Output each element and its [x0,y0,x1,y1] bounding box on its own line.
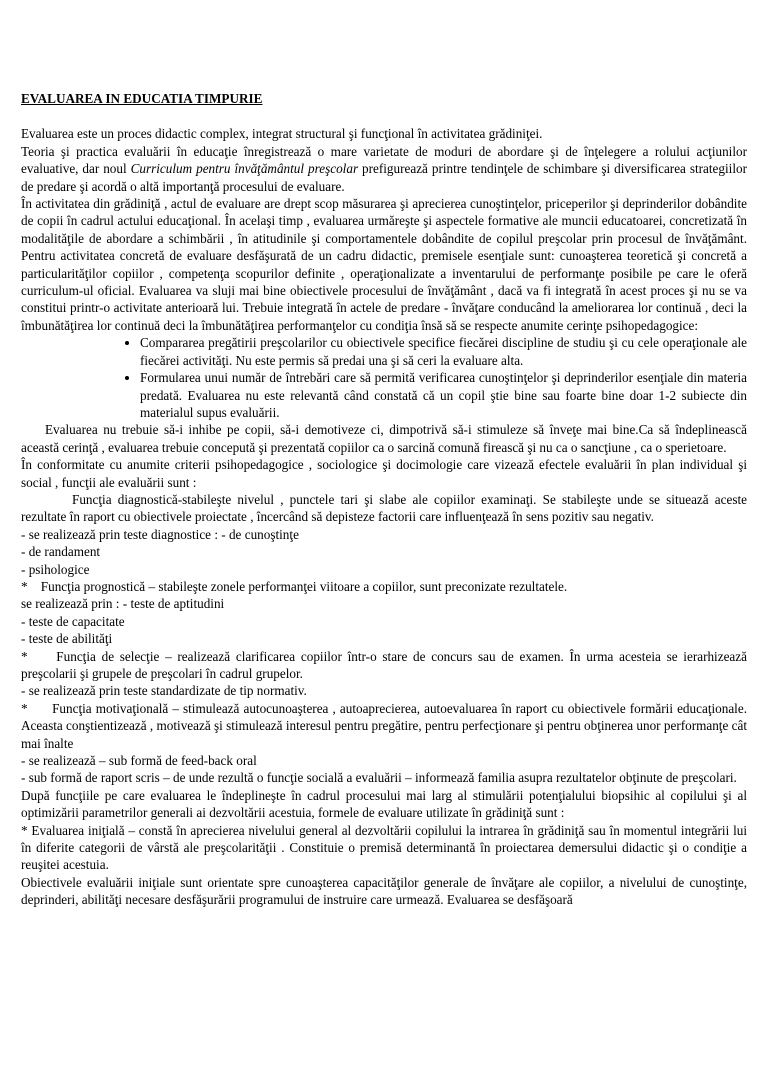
paragraph-activity: În activitatea din grădiniţă , actul de evaluare are drept scop măsurarea şi aprecierea cunoştinţelor, priceperilor şi deprinderilor dobândite de copii în cadrul actului educaţional. În acelaşi timp , evaluarea urmăreşte şi aspectele formative ale muncii educatoarei, concretizată în modalităţile de abordare a schimbării , în atitudinile şi comportamentele dobândite de copilul preşcolar prin procesul de învăţământ. Pentru activitatea concretă de evaluare desfăşurată de un cadru didactic, premisele esenţiale sunt: cunoaşterea teoretică şi concretă a particularităţilor copiilor , competenţa scopurilor definite , operaţionalizate a inventarului de performanţe posibile pe care le oferă curriculum-ul oficial. Evaluarea va sluji mai bine obiectivele procesului de învăţământ , dacă va fi integrată în acest proces şi nu se va constitui printr-o activitate anterioară lui. Trebuie integrată în actele de predare - învăţare conducând la ameliorarea lor continuă , deci la îmbunătăţirea lor continuă deci la îmbunătăţirea performanţelor cu condiţia însă să se respecte anumite cerinţe psihopedagogice: [21,196,747,333]
paragraph-forme-evaluare: După funcţiile pe care evaluarea le îndeplineşte în cadrul procesului mai larg al stimulării potenţialului biopsihic al copilului şi al optimizării parametrilor generali ai dezvoltării acestuia, formele de evaluare utilizate în grădiniţă sunt : [21,787,747,821]
paragraph-functia-diagnostica: Funcţia diagnostică-stabileşte nivelul , punctele tari şi slabe ale copiilor examinaţi. Se stabileşte unde se situează aceste rezultate în raport cu obiectivele proiectate , încercând să depisteze factorii care influenţează în sens pozitiv sau negativ. [21,491,747,525]
list-item: • Compararea pregătirii preşcolarilor cu obiectivele specifice fiecărei discipline de studiu şi cu cele operaţionale ale fiecărei activităţi. Nu este permis să predai una şi să ceri la evaluare alta. [140,334,747,369]
line-teste-standardizate: - se realizează prin teste standardizate de tip normativ. [21,683,307,699]
line-feedback-oral: - se realizează – sub formă de feed-back oral [21,753,257,769]
line-teste-aptitudini: se realizează prin : - teste de aptitudini [21,596,225,612]
line-teste-abilitati: - teste de abilităţi [21,631,113,647]
paragraph-criteria: În conformitate cu anumite criterii psihopedagogice , sociologice şi docimologie care vizează efectele evaluării în plan individual şi social , funcţii ale evaluării sunt : [21,457,747,490]
paragraph-obiective-initiale: Obiectivele evaluării iniţiale sunt orientate spre cunoaşterea capacităţilor generale de învăţare ale copiilor, a nivelului de cunoştinţe, deprinderi, abilităţi necesare desfăşurării programului de instruire care urmează. Evaluarea se desfăşoară [21,874,747,908]
line-de-randament: - de randament [21,544,101,560]
text-run: prefigurează printre tendinţele de schimbare şi diversificarea strategiilor de predare şi acordă o altă importanţă procesului de evaluare. [21,161,747,194]
curriculum-title-italic: Curriculum pentru învăţământul preşcolar [130,161,359,177]
line-teste-diagnostice: - se realizează prin teste diagnostice : - de cunoştinţe [21,526,299,542]
text-run: Teoria şi practica evaluării în educaţie înregistrează o mare varietate de moduri de abordare şi de înţelegere a rolului acţiunilor evaluative, dar noul [21,143,747,177]
paragraph-evaluarea-initiala: * Evaluarea iniţială – constă în aprecierea nivelului general al dezvoltării copilului la intrarea în grădiniţă sau în momentul integrării lui în diferite categorii de vârstă ale preşcolarităţii . Constituie o premisă determinantă în proiectarea demersului didactic şi o condiţie a reuşitei acestuia. [21,822,747,873]
line-teste-capacitate: - teste de capacitate [21,613,125,629]
paragraph-functia-motivationala: * Funcţia motivaţională – stimulează autocunoaşterea , autoaprecierea, autoevaluarea în raport cu obiectivele formării educaţionale. Aceasta conştientizează , motivează şi stimulează interesul pentru pregătire, pentru perfecţionare şi pentru obţinerea unor performanţe cât mai înalte [21,700,747,751]
paragraph-functia-prognostica: * Funcţia prognostică – stabileşte zonele performanţei viitoare a copiilor, sunt preconizate rezultatele. [21,578,568,594]
list-item: • Formularea unui număr de întrebări care să permită verificarea cunoştinţelor şi deprinderilor esenţiale din materia predată. Evaluarea nu este relevantă când constată că un copil ştie bine sau foarte bine doar 1-2 subiecte din materialul supus evaluării. [140,369,747,421]
paragraph-no-inhibition: Evaluarea nu trebuie să-i inhibe pe copii, să-i demotiveze ci, dimpotrivă să-i stimuleze să înveţe mai bine.Ca să îndeplinească această cerinţă , evaluarea trebuie concepută şi prezentată copiilor ca o sarcină comună firească şi nu ca o sancţiune , ca o sperietoare. [21,422,747,455]
paragraph-raport-scris: - sub formă de raport scris – de unde rezultă o funcţie socială a evaluării – informează familia asupra rezultatelor obţinute de preşcolari. [21,770,737,786]
paragraph-theory [21,143,747,195]
line-psihologice: - psihologice [21,561,90,577]
requirements-list [21,334,747,421]
page-title: EVALUAREA IN EDUCATIA TIMPURIE [21,91,263,106]
paragraph-functia-selectie: * Funcţia de selecţie – realizează clarificarea copiilor într-o stare de concurs sau de examen. În urma acesteia se ierarhizează preşcolarii şi grupele de preşcolari în cadrul grupelor. [21,648,747,681]
paragraph-intro: Evaluarea este un proces didactic complex, integrat structural şi funcţional în activitatea grădiniţei. [21,126,543,142]
